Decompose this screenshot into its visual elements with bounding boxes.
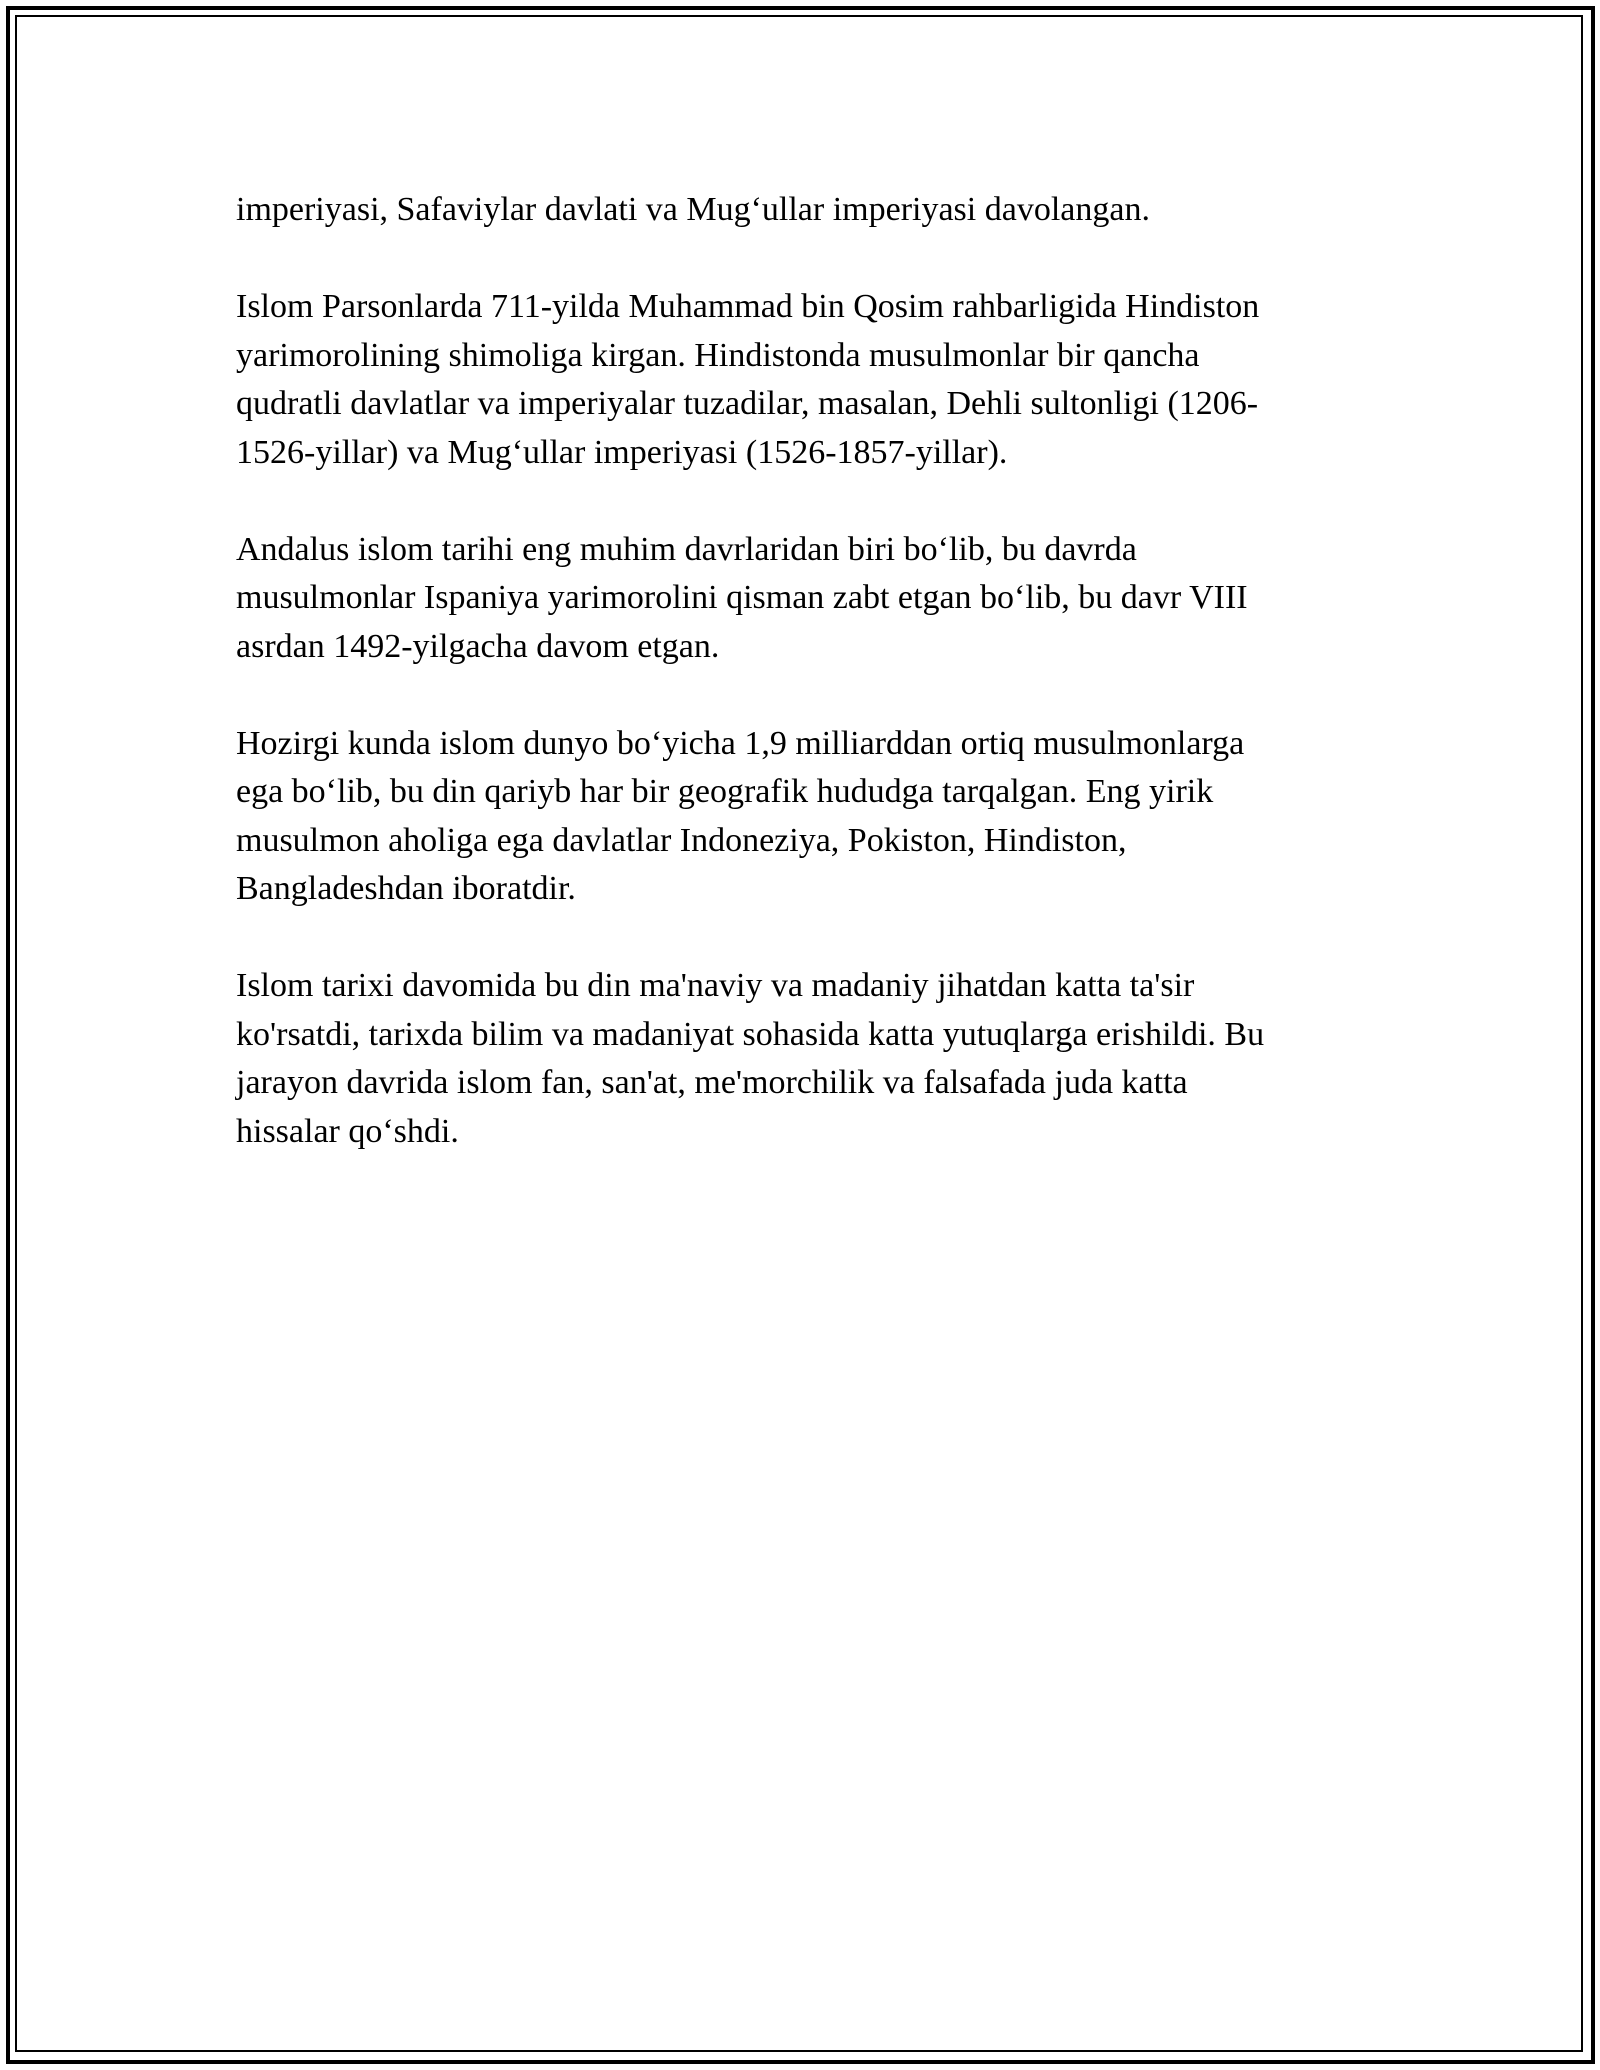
paragraph-islam-in-india: Islom Parsonlarda 711-yilda Muhammad bin Qosim rahbarligida Hindiston yarimorolining shimoliga kirgan. Hindistonda musulmonlar bir qancha qudratli davlatlar va imperiyalar tuzadilar, masalan, Dehli sultonligi (1206- 1526-yillar) va Mug‘ullar imperiyasi (1526-1857-yillar). [236, 288, 1260, 471]
paragraph-islam-today: Hozirgi kunda islom dunyo bo‘yicha 1,9 milliarddan ortiq musulmonlarga ega bo‘lib, bu din qariyb har bir geografik hududga tarqalgan. Eng yirik musulmon aholiga ega davlatlar Indoneziya, Pokiston, Hindiston, Bangladeshdan iboratdir. [236, 724, 1245, 907]
paragraph-continuation: imperiyasi, Safaviylar davlati va Mug‘ullar imperiyasi davolangan. [236, 191, 1150, 228]
document-body [236, 186, 1356, 1205]
paragraph-islamic-contributions: Islom tarixi davomida bu din ma'naviy va madaniy jihatdan katta ta'sir ko'rsatdi, tarixda bilim va madaniyat sohasida katta yutuqlarga erishildi. Bu jarayon davrida islom fan, san'at, me'morchilik va falsafada juda katta hissalar qo‘shdi. [236, 967, 1265, 1150]
paragraph-andalus: Andalus islom tarihi eng muhim davrlaridan biri bo‘lib, bu davrda musulmonlar Ispaniya yarimorolini qisman zabt etgan bo‘lib, bu davr VIII asrdan 1492-yilgacha davom etgan. [236, 530, 1248, 665]
